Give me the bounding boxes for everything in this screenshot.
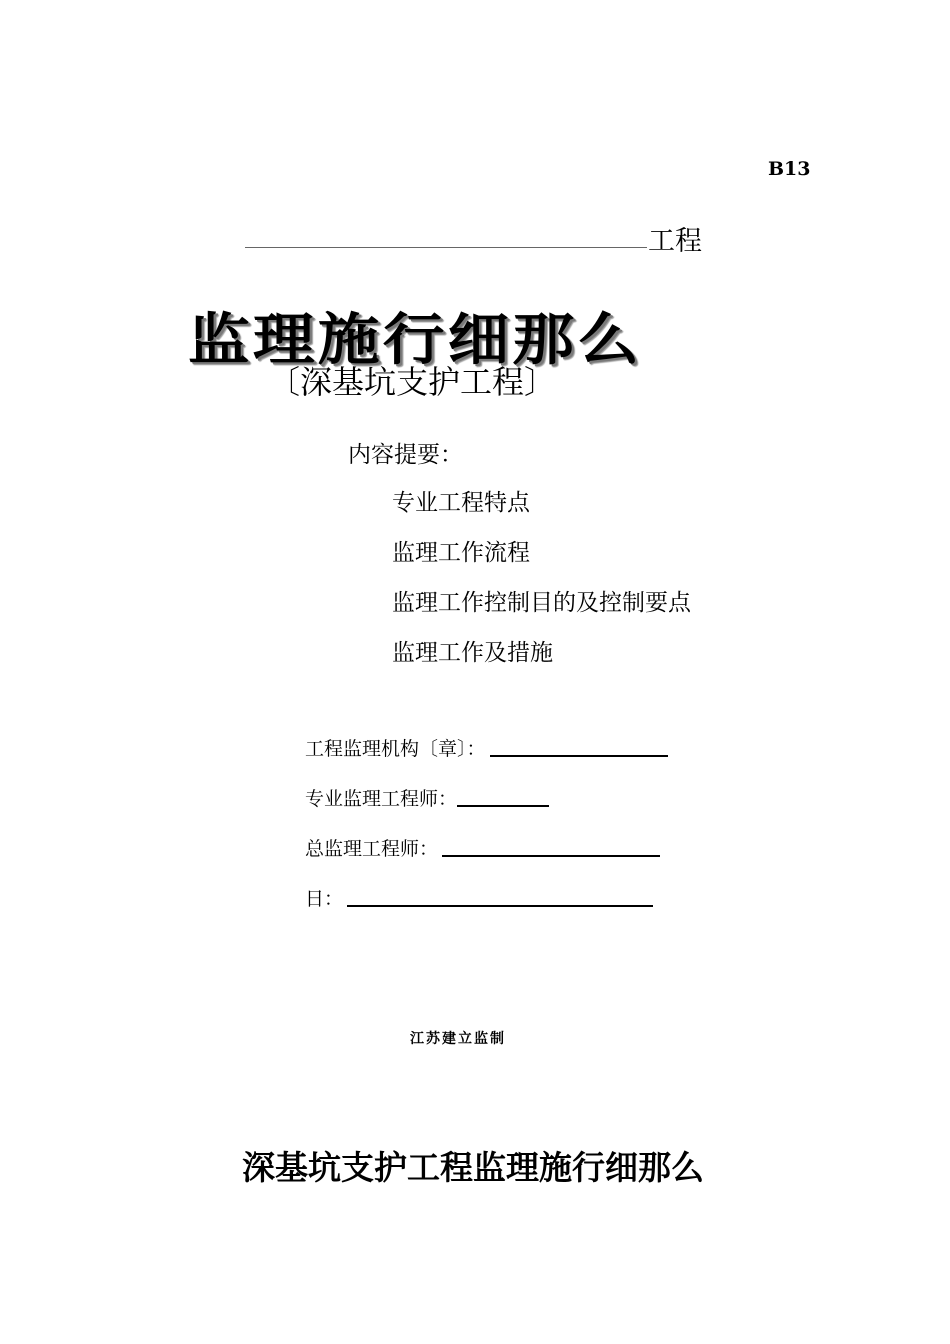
summary-item: 监理工作及措施: [392, 640, 553, 666]
signature-blank-line: [457, 805, 549, 807]
project-name-blank-line: [245, 247, 647, 248]
signature-label: 工程监理机构〔章〕：: [305, 738, 486, 760]
summary-item: 监理工作控制目的及控制要点: [392, 590, 691, 616]
signature-label: 专业监理工程师：: [305, 788, 458, 810]
subtitle: 〔深基坑支护工程〕: [268, 363, 557, 401]
summary-label: 内容提要：: [348, 442, 463, 468]
signature-label: 日：: [305, 888, 344, 910]
project-suffix: 工程: [648, 226, 702, 257]
document-code: B13: [768, 158, 811, 180]
signature-row-agency: [305, 734, 668, 764]
signature-blank-line: [347, 905, 653, 907]
signature-row-chief: [305, 834, 660, 864]
main-title: 监理施行细那么: [188, 308, 643, 373]
summary-item: 专业工程特点: [392, 490, 530, 516]
summary-item: 监理工作流程: [392, 540, 530, 566]
signature-label: 总监理工程师：: [305, 838, 439, 860]
signature-row-date: [305, 884, 653, 914]
signature-blank-line: [490, 755, 668, 757]
signature-row-specialist: [305, 784, 549, 814]
signature-blank-line: [442, 855, 660, 857]
supervised-by: 江苏建立监制: [410, 1031, 506, 1047]
next-page-title: 深基坑支护工程监理施行细那么: [242, 1148, 704, 1187]
